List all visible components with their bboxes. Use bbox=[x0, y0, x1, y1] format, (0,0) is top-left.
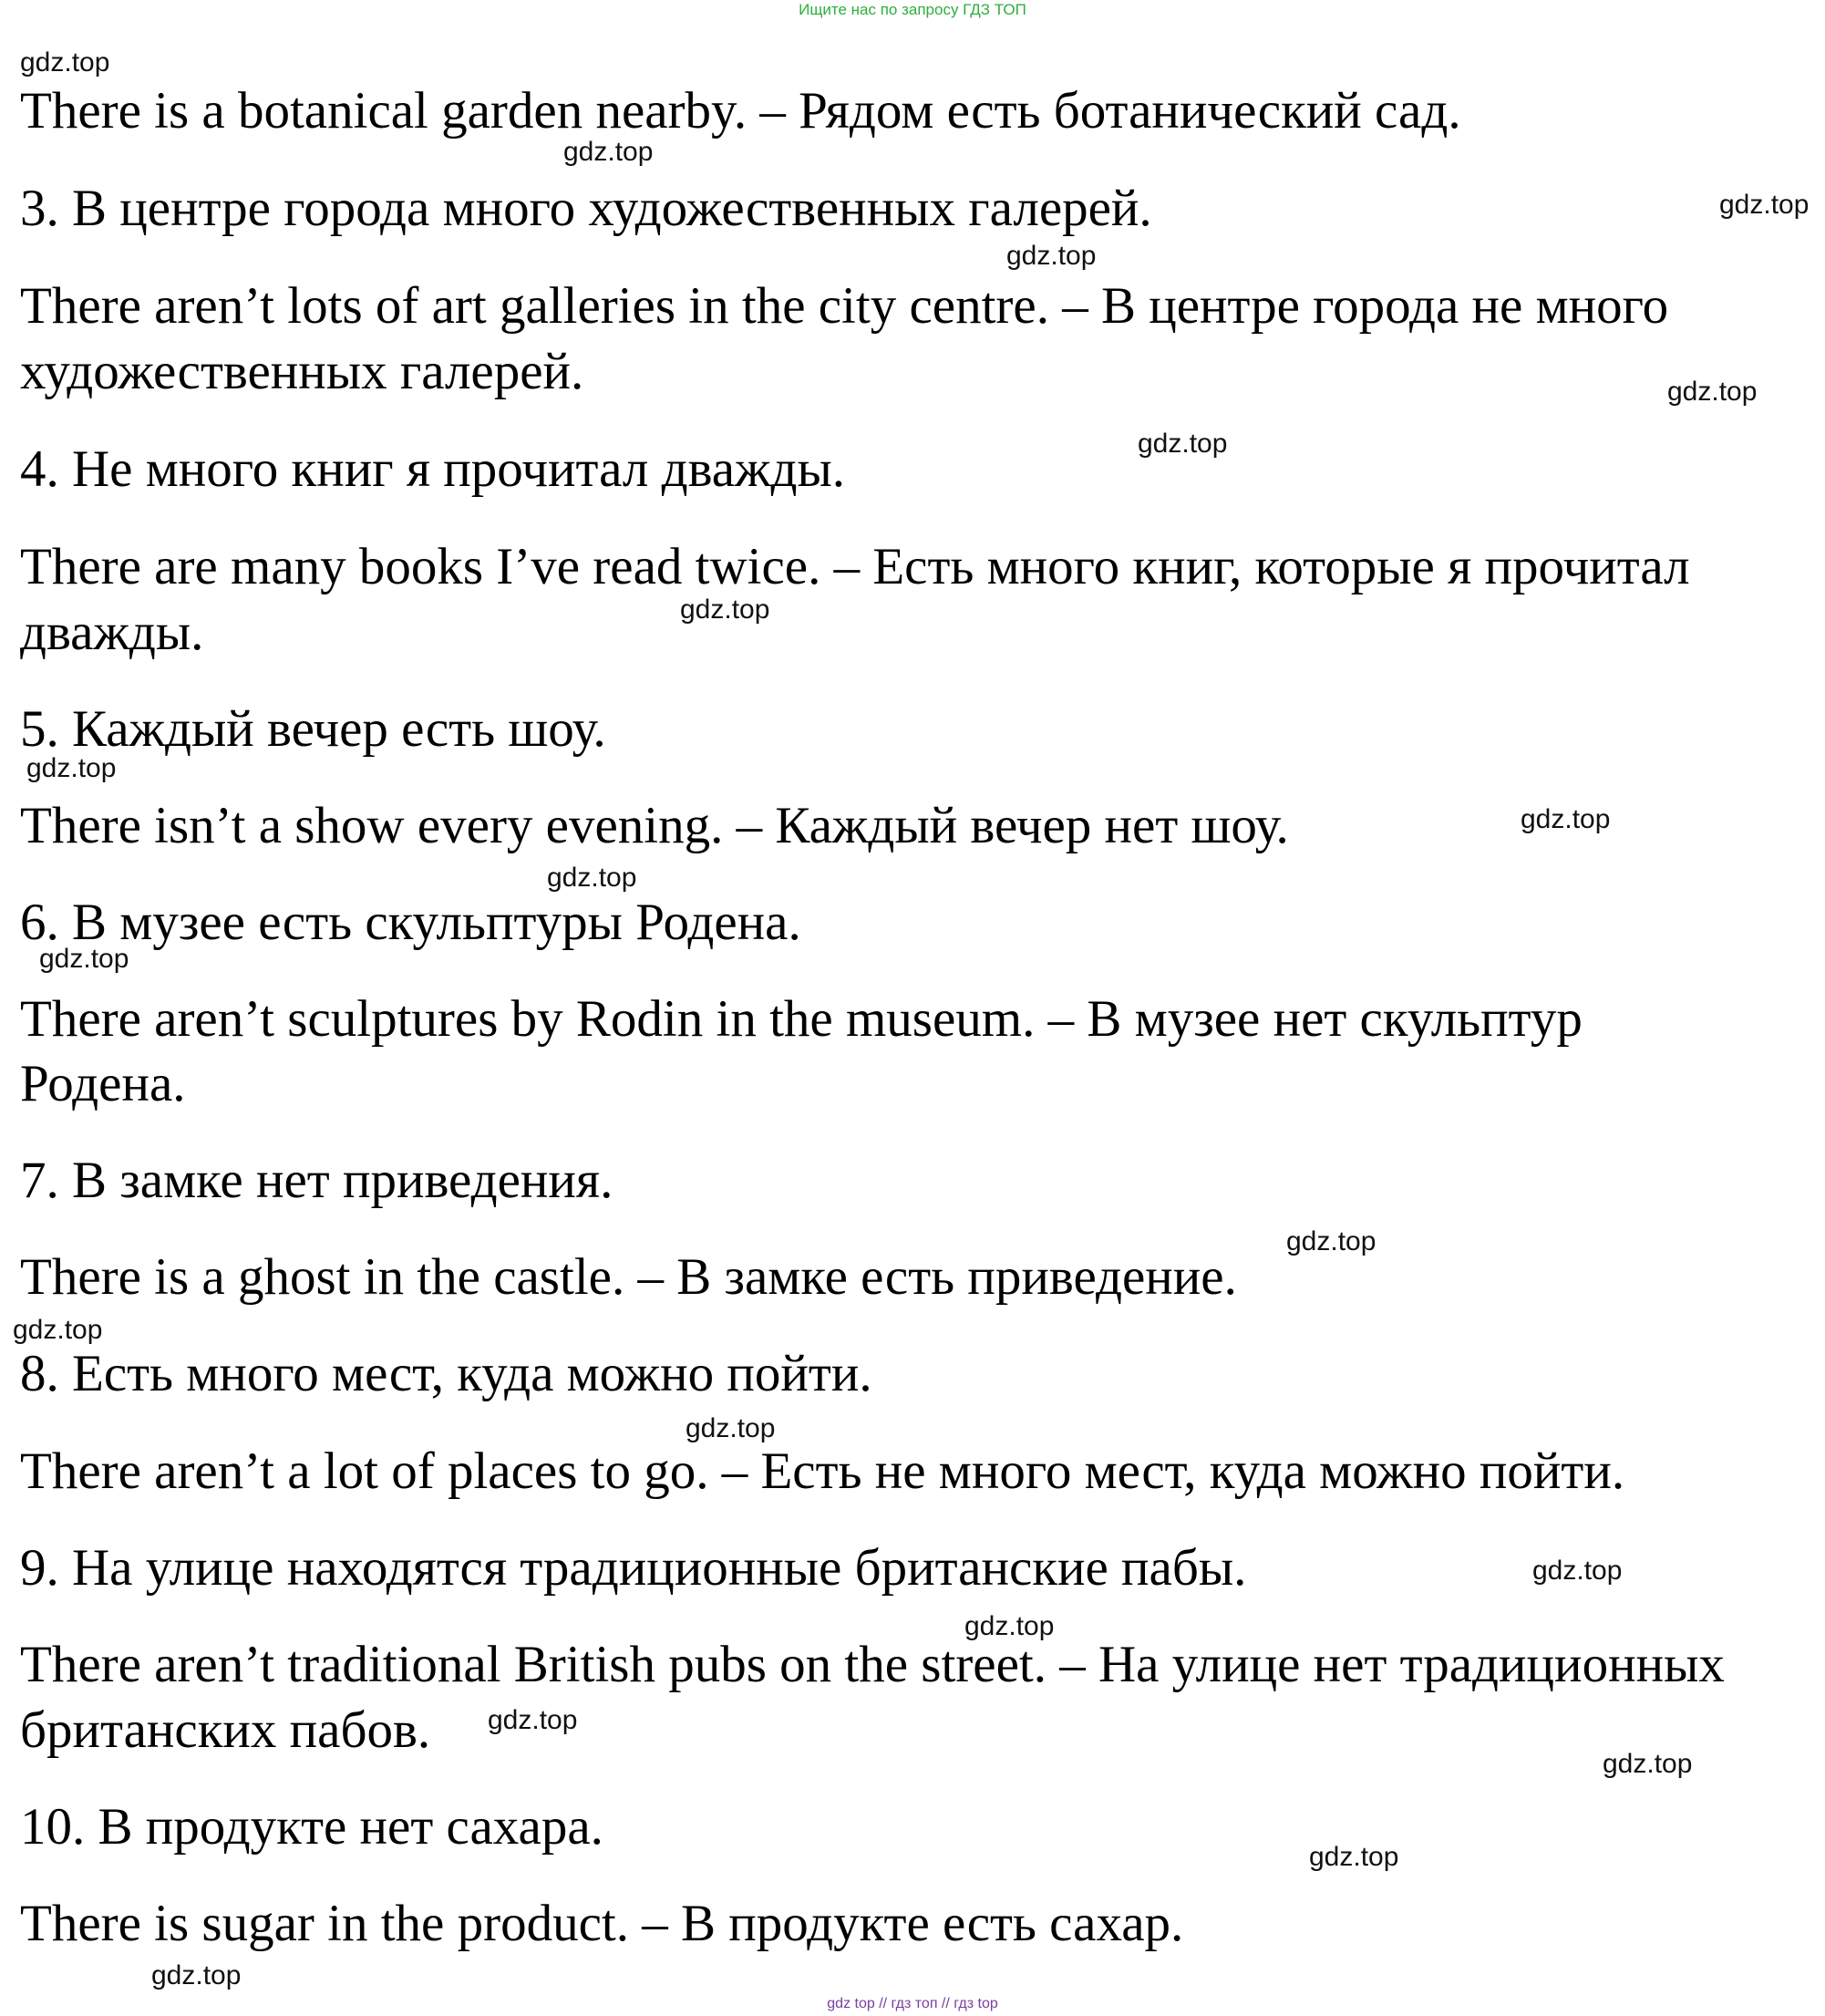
watermark: gdz.top bbox=[680, 594, 770, 625]
watermark: gdz.top bbox=[1532, 1556, 1623, 1586]
watermark: gdz.top bbox=[20, 47, 110, 78]
answer-line: There aren’t a lot of places to go. – Есть не много мест, куда можно пойти. bbox=[20, 1442, 1625, 1500]
task-line: 9. На улице находятся традиционные британские пабы. bbox=[20, 1539, 1247, 1597]
watermark: gdz.top bbox=[1667, 377, 1758, 407]
task-line: 4. Не много книг я прочитал дважды. bbox=[20, 440, 845, 498]
watermark: gdz.top bbox=[488, 1705, 578, 1735]
answer-line: британских пабов. bbox=[20, 1701, 431, 1759]
watermark: gdz.top bbox=[13, 1315, 103, 1345]
watermark: gdz.top bbox=[1138, 429, 1228, 459]
answer-line: There isn’t a show every evening. – Каждый вечер нет шоу. bbox=[20, 797, 1289, 854]
task-line: 6. В музее есть скульптуры Родена. bbox=[20, 894, 801, 951]
watermark: gdz.top bbox=[686, 1413, 776, 1443]
watermark: gdz.top bbox=[1006, 241, 1097, 271]
header-banner: Ищите нас по запросу ГДЗ ТОП bbox=[799, 1, 1026, 18]
answer-line: дважды. bbox=[20, 604, 204, 661]
task-line: 3. В центре города много художественных галерей. bbox=[20, 180, 1152, 237]
task-line: 5. Каждый вечер есть шоу. bbox=[20, 700, 606, 758]
answer-line: There are many books I’ve read twice. – Есть много книг, которые я прочитал bbox=[20, 538, 1690, 595]
answer-line: Родена. bbox=[20, 1055, 186, 1112]
answer-line: There is sugar in the product. – В продукте есть сахар. bbox=[20, 1895, 1184, 1952]
answer-line: There aren’t traditional British pubs on the street. – На улице нет традиционных bbox=[20, 1636, 1725, 1693]
watermark: gdz.top bbox=[39, 944, 129, 974]
watermark: gdz.top bbox=[26, 753, 117, 783]
task-line: 10. В продукте нет сахара. bbox=[20, 1798, 603, 1856]
answer-line: There aren’t lots of art galleries in the city centre. – В центре города не много bbox=[20, 277, 1669, 335]
watermark: gdz.top bbox=[1719, 190, 1810, 220]
watermark: gdz.top bbox=[563, 137, 654, 167]
watermark: gdz.top bbox=[1286, 1226, 1376, 1256]
watermark: gdz.top bbox=[1603, 1749, 1693, 1779]
answer-line: There aren’t sculptures by Rodin in the museum. – В музее нет скульптур bbox=[20, 990, 1583, 1048]
watermark: gdz.top bbox=[1309, 1842, 1399, 1872]
task-line: 7. В замке нет приведения. bbox=[20, 1152, 613, 1209]
footer-watermark: gdz top // гдз топ // гдз top bbox=[827, 1996, 998, 2011]
answer-line: There is a botanical garden nearby. – Рядом есть ботанический сад. bbox=[20, 82, 1461, 140]
watermark: gdz.top bbox=[1521, 804, 1611, 834]
watermark: gdz.top bbox=[547, 863, 637, 893]
watermark: gdz.top bbox=[151, 1960, 242, 1990]
answer-line: художественных галерей. bbox=[20, 343, 584, 400]
watermark: gdz.top bbox=[964, 1611, 1055, 1641]
answer-line: There is a ghost in the castle. – В замке есть приведение. bbox=[20, 1248, 1237, 1306]
task-line: 8. Есть много мест, куда можно пойти. bbox=[20, 1345, 872, 1402]
